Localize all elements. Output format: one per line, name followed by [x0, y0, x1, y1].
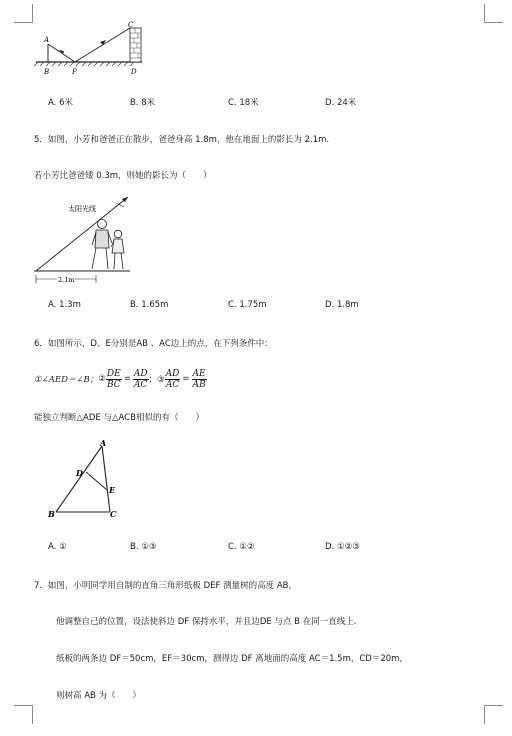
- q5-option-a[interactable]: A. 1.3m: [48, 300, 81, 310]
- q6-label-d: D: [76, 468, 83, 478]
- frac-numerator: AE: [192, 368, 206, 379]
- q4-label-a: A: [44, 36, 50, 44]
- q4-label-d: D: [131, 68, 137, 76]
- q7-stem-line4: 则树高 AB 为（ ）: [56, 691, 142, 701]
- q6-cond3-prefix: ；③: [148, 375, 165, 385]
- daughter-figure: [111, 230, 124, 269]
- q7-stem-line1: 7．如图，小明同学用自制的直角三角形纸板 DEF 测量树的高度 AB，: [34, 581, 297, 591]
- q4-option-d[interactable]: D. 24米: [325, 98, 357, 108]
- q4-option-c[interactable]: C. 18米: [228, 98, 259, 108]
- q6-stem-line1: 6．如图所示，D、E分别是AB 、AC边上的点，在下列条件中：: [34, 339, 273, 349]
- q5-option-c[interactable]: C. 1.75m: [228, 300, 267, 310]
- q6-label-a: A: [100, 438, 107, 448]
- q4-label-c: C: [128, 21, 134, 29]
- q6-label-c: C: [110, 509, 117, 519]
- corner-mark-top-right: [484, 4, 503, 23]
- q6-cond2-frac1: [106, 369, 122, 390]
- q6-label-e: E: [109, 485, 116, 495]
- frac-denominator: AB: [192, 379, 206, 390]
- frac-denominator: AC: [133, 379, 148, 390]
- q6-triangle-figure: [40, 438, 130, 524]
- q6-cond2-prefix: ②: [98, 374, 106, 384]
- father-figure: [92, 220, 112, 270]
- q5-option-d[interactable]: D. 1.8m: [325, 300, 359, 310]
- q6-option-a[interactable]: A. ①: [48, 542, 67, 552]
- frac-numerator: AD: [165, 368, 180, 379]
- q5-options: [48, 300, 468, 312]
- frac-numerator: DE: [106, 368, 121, 379]
- q4-mirror-figure: [30, 18, 150, 78]
- q4-option-a[interactable]: A. 6米: [48, 98, 73, 108]
- q6-cond1: ①∠AED＝∠B；: [34, 375, 99, 385]
- q5-length-label: 2.1m: [58, 276, 75, 284]
- q6-cond2-frac2: [133, 369, 149, 390]
- q6-stem-line3: 能独立判断△ADE 与△ACB相似的有（ ）: [34, 413, 204, 423]
- q5-stem-line1: 5．如图，小芳和爸爸正在散步，爸爸身高 1.8m，他在地面上的影长为 2.1m.: [34, 135, 330, 145]
- q6-option-d[interactable]: D. ①②③: [325, 542, 360, 552]
- q6-options: [48, 542, 468, 554]
- q6-option-c[interactable]: C. ①②: [228, 542, 255, 552]
- q4-label-b: B: [44, 68, 50, 76]
- q5-sun-label: 太阳光线: [68, 205, 96, 213]
- corner-mark-bottom-left: [14, 705, 33, 724]
- q5-stem-line2: 若小芳比爸爸矮 0.3m，则她的影长为（ ）: [34, 171, 212, 181]
- q7-stem-line3: 纸板的两条边 DF＝50cm，EF＝30cm，测得边 DF 离地面的高度 AC＝1.5m，CD＝20m，: [56, 654, 408, 664]
- q4-label-p: P: [72, 68, 77, 76]
- q7-stem-line2: 他调整自己的位置，设法使斜边 DF 保持水平，并且边DE 与点 B 在同一直线上.: [56, 617, 357, 627]
- q6-cond2-eq: =: [123, 374, 131, 384]
- q4-option-b[interactable]: B. 8米: [130, 98, 156, 108]
- q4-options: [48, 96, 468, 108]
- q5-option-b[interactable]: B. 1.65m: [130, 300, 169, 310]
- q6-cond3-frac1: [165, 369, 181, 390]
- q6-label-b: B: [48, 509, 55, 519]
- q6-cond3-eq: =: [182, 374, 190, 384]
- q6-conditions: [34, 366, 207, 392]
- q6-cond3-frac2: [192, 369, 207, 390]
- frac-denominator: BC: [106, 379, 121, 390]
- q5-shadow-figure: [30, 193, 140, 288]
- q6-option-b[interactable]: B. ①③: [130, 542, 157, 552]
- frac-numerator: AD: [133, 368, 148, 379]
- corner-mark-bottom-right: [484, 705, 503, 724]
- frac-denominator: AC: [165, 379, 180, 390]
